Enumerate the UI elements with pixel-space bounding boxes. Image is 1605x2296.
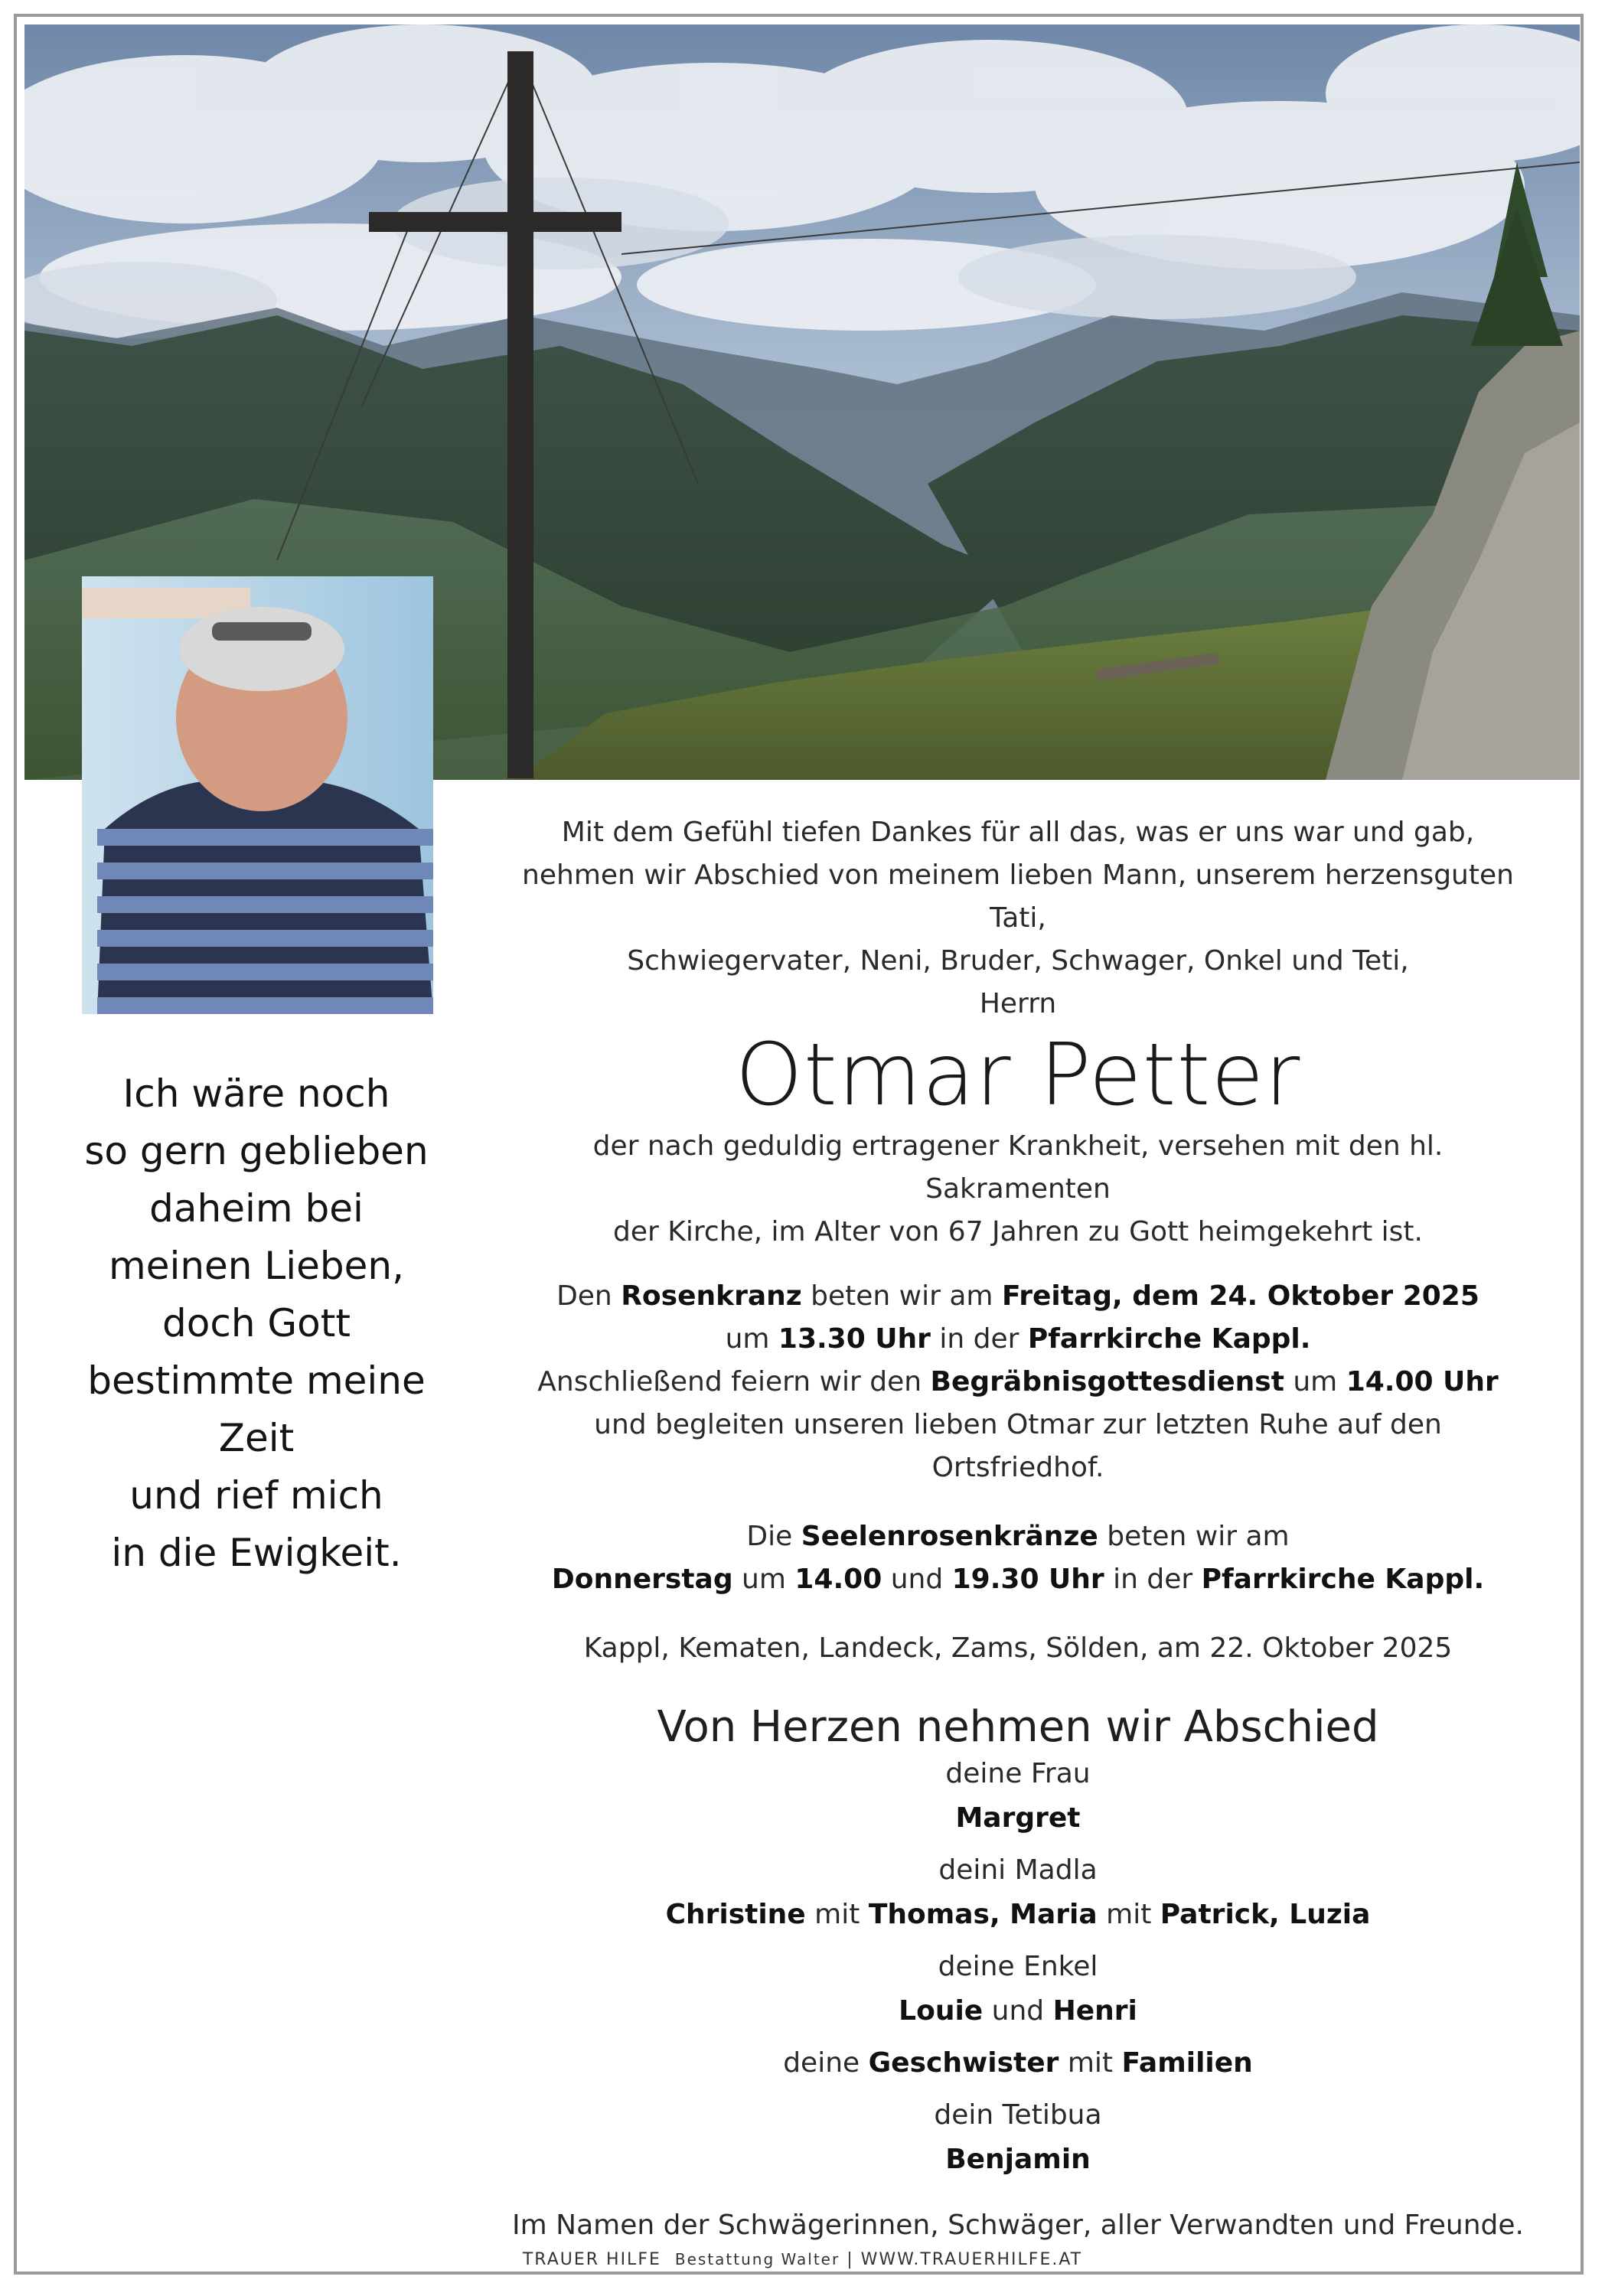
quote-line: und rief mich [129,1473,383,1518]
website-url: WWW.TRAUERHILFE.AT [860,2250,1083,2269]
closing-line: Im Namen der Schwägerinnen, Schwäger, aller Verwandten und Freunde. [512,2210,1524,2241]
deceased-name: Otmar Petter [735,1026,1301,1125]
funeral-details [505,1275,1531,1489]
mourner-name: Louie und Henri [899,1995,1137,2027]
quote-line: doch Gott [162,1301,351,1345]
passing-paragraph [505,1125,1531,1254]
intro-line: nehmen wir Abschied von meinem lieben Mann, unserem herzensguten Tati, [522,859,1514,934]
funeral-line-rosary: Den Rosenkranz beten wir am Freitag, dem 24. Oktober 2025 [556,1280,1479,1312]
mourner-name: Christine mit Thomas, Maria mit Patrick, Luzia [665,1899,1371,1930]
place-and-date: Kappl, Kematen, Landeck, Zams, Sölden, am 22. Oktober 2025 [583,1632,1453,1664]
quote-line: in die Ewigkeit. [111,1531,402,1575]
mourner-siblings: deine Geschwister mit Familien [783,2047,1253,2079]
closing-heading: Von Herzen nehmen wir Abschied [657,1702,1379,1752]
funeral-home-credit [0,2250,1605,2269]
mourner-label: deini Madla [938,1854,1098,1886]
brand-name: TRAUER HILFE [522,2250,661,2269]
intro-line: Mit dem Gefühl tiefen Dankes für all das, was er uns war und gab, [561,817,1475,848]
soul-rosary-details [505,1515,1531,1601]
passing-line: der nach geduldig ertragener Krankheit, versehen mit den hl. Sakramenten [592,1130,1444,1205]
mourner-name: Margret [955,1802,1081,1834]
mourner-label: deine Enkel [938,1951,1098,1982]
mourner-label: deine Frau [945,1758,1091,1789]
quote-line: meinen Lieben, [109,1244,404,1288]
quote-line: so gern geblieben [84,1129,429,1173]
seelen-line-2: Donnerstag um 14.00 und 19.30 Uhr in der Pfarrkirche Kappl. [551,1564,1485,1595]
memorial-quote [46,1065,467,1582]
funeral-line-burial: und begleiten unseren lieben Otmar zur letzten Ruhe auf den Ortsfriedhof. [594,1409,1442,1483]
intro-paragraph [505,811,1531,1026]
passing-line: der Kirche, im Alter von 67 Jahren zu Gott heimgekehrt ist. [613,1216,1423,1247]
mourners-list [505,1752,1531,2182]
credit-separator: | [847,2250,854,2269]
obituary-text [505,804,1531,2241]
quote-line: Ich wäre noch [122,1071,390,1116]
mourner-name: Benjamin [945,2144,1091,2175]
funeral-line-service: Anschließend feiern wir den Begräbnisgottesdienst um 14.00 Uhr [537,1366,1499,1397]
intro-line: Herrn [979,988,1057,1019]
quote-line: daheim bei [149,1186,364,1231]
deceased-portrait-photo [82,576,433,1014]
seelen-line-1: Die Seelenrosenkränze beten wir am [746,1521,1290,1552]
quote-line: bestimmte meine Zeit [87,1358,426,1460]
funeral-line-time: um 13.30 Uhr in der Pfarrkirche Kappl. [725,1323,1311,1355]
intro-line: Schwiegervater, Neni, Bruder, Schwager, Onkel und Teti, [627,945,1409,977]
mourner-label: dein Tetibua [934,2099,1102,2131]
company-name: Bestattung Walter [674,2250,840,2268]
